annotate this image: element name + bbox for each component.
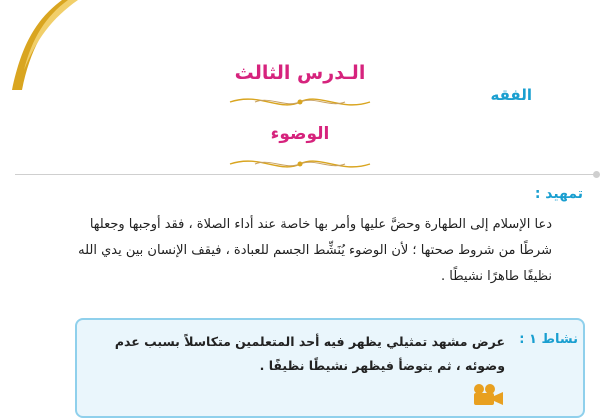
section-divider (15, 174, 600, 175)
activity-text (105, 330, 505, 378)
gold-swoosh-icon (0, 0, 80, 90)
ornament-flourish-icon (225, 90, 375, 114)
subject-label: الفقه (490, 86, 532, 104)
intro-line: دعا الإسلام إلى الطهارة وحضَّ عليها وأمر بها خاصة عند أداء الصلاة ، فقد أوجبها وجعلها (89, 217, 552, 232)
activity-line: وضوئه ، ثم يتوضأ فيظهر نشيطًا نظيفًا . (259, 358, 505, 373)
activity-label: نشاط ١ : (519, 332, 578, 347)
intro-line: نظيفًا طاهرًا نشيطًا . (441, 269, 552, 284)
intro-paragraph (37, 212, 552, 290)
lesson-topic-title: الوضوء (270, 124, 330, 144)
lesson-number-title: الـدرس الثالث (234, 62, 366, 84)
video-camera-icon (470, 382, 504, 406)
intro-heading: تمهيد : (534, 186, 583, 202)
ornament-flourish-icon (225, 152, 375, 176)
activity-line: عرض مشهد تمثيلي يظهر فيه أحد المتعلمين متكاسلاً بسبب عدم (114, 334, 505, 349)
intro-line: شرطًا من شروط صحتها ؛ لأن الوضوء يُنَشِّط الجسم للعبادة ، فيقف الإنسان بين يدي الله (78, 243, 552, 258)
